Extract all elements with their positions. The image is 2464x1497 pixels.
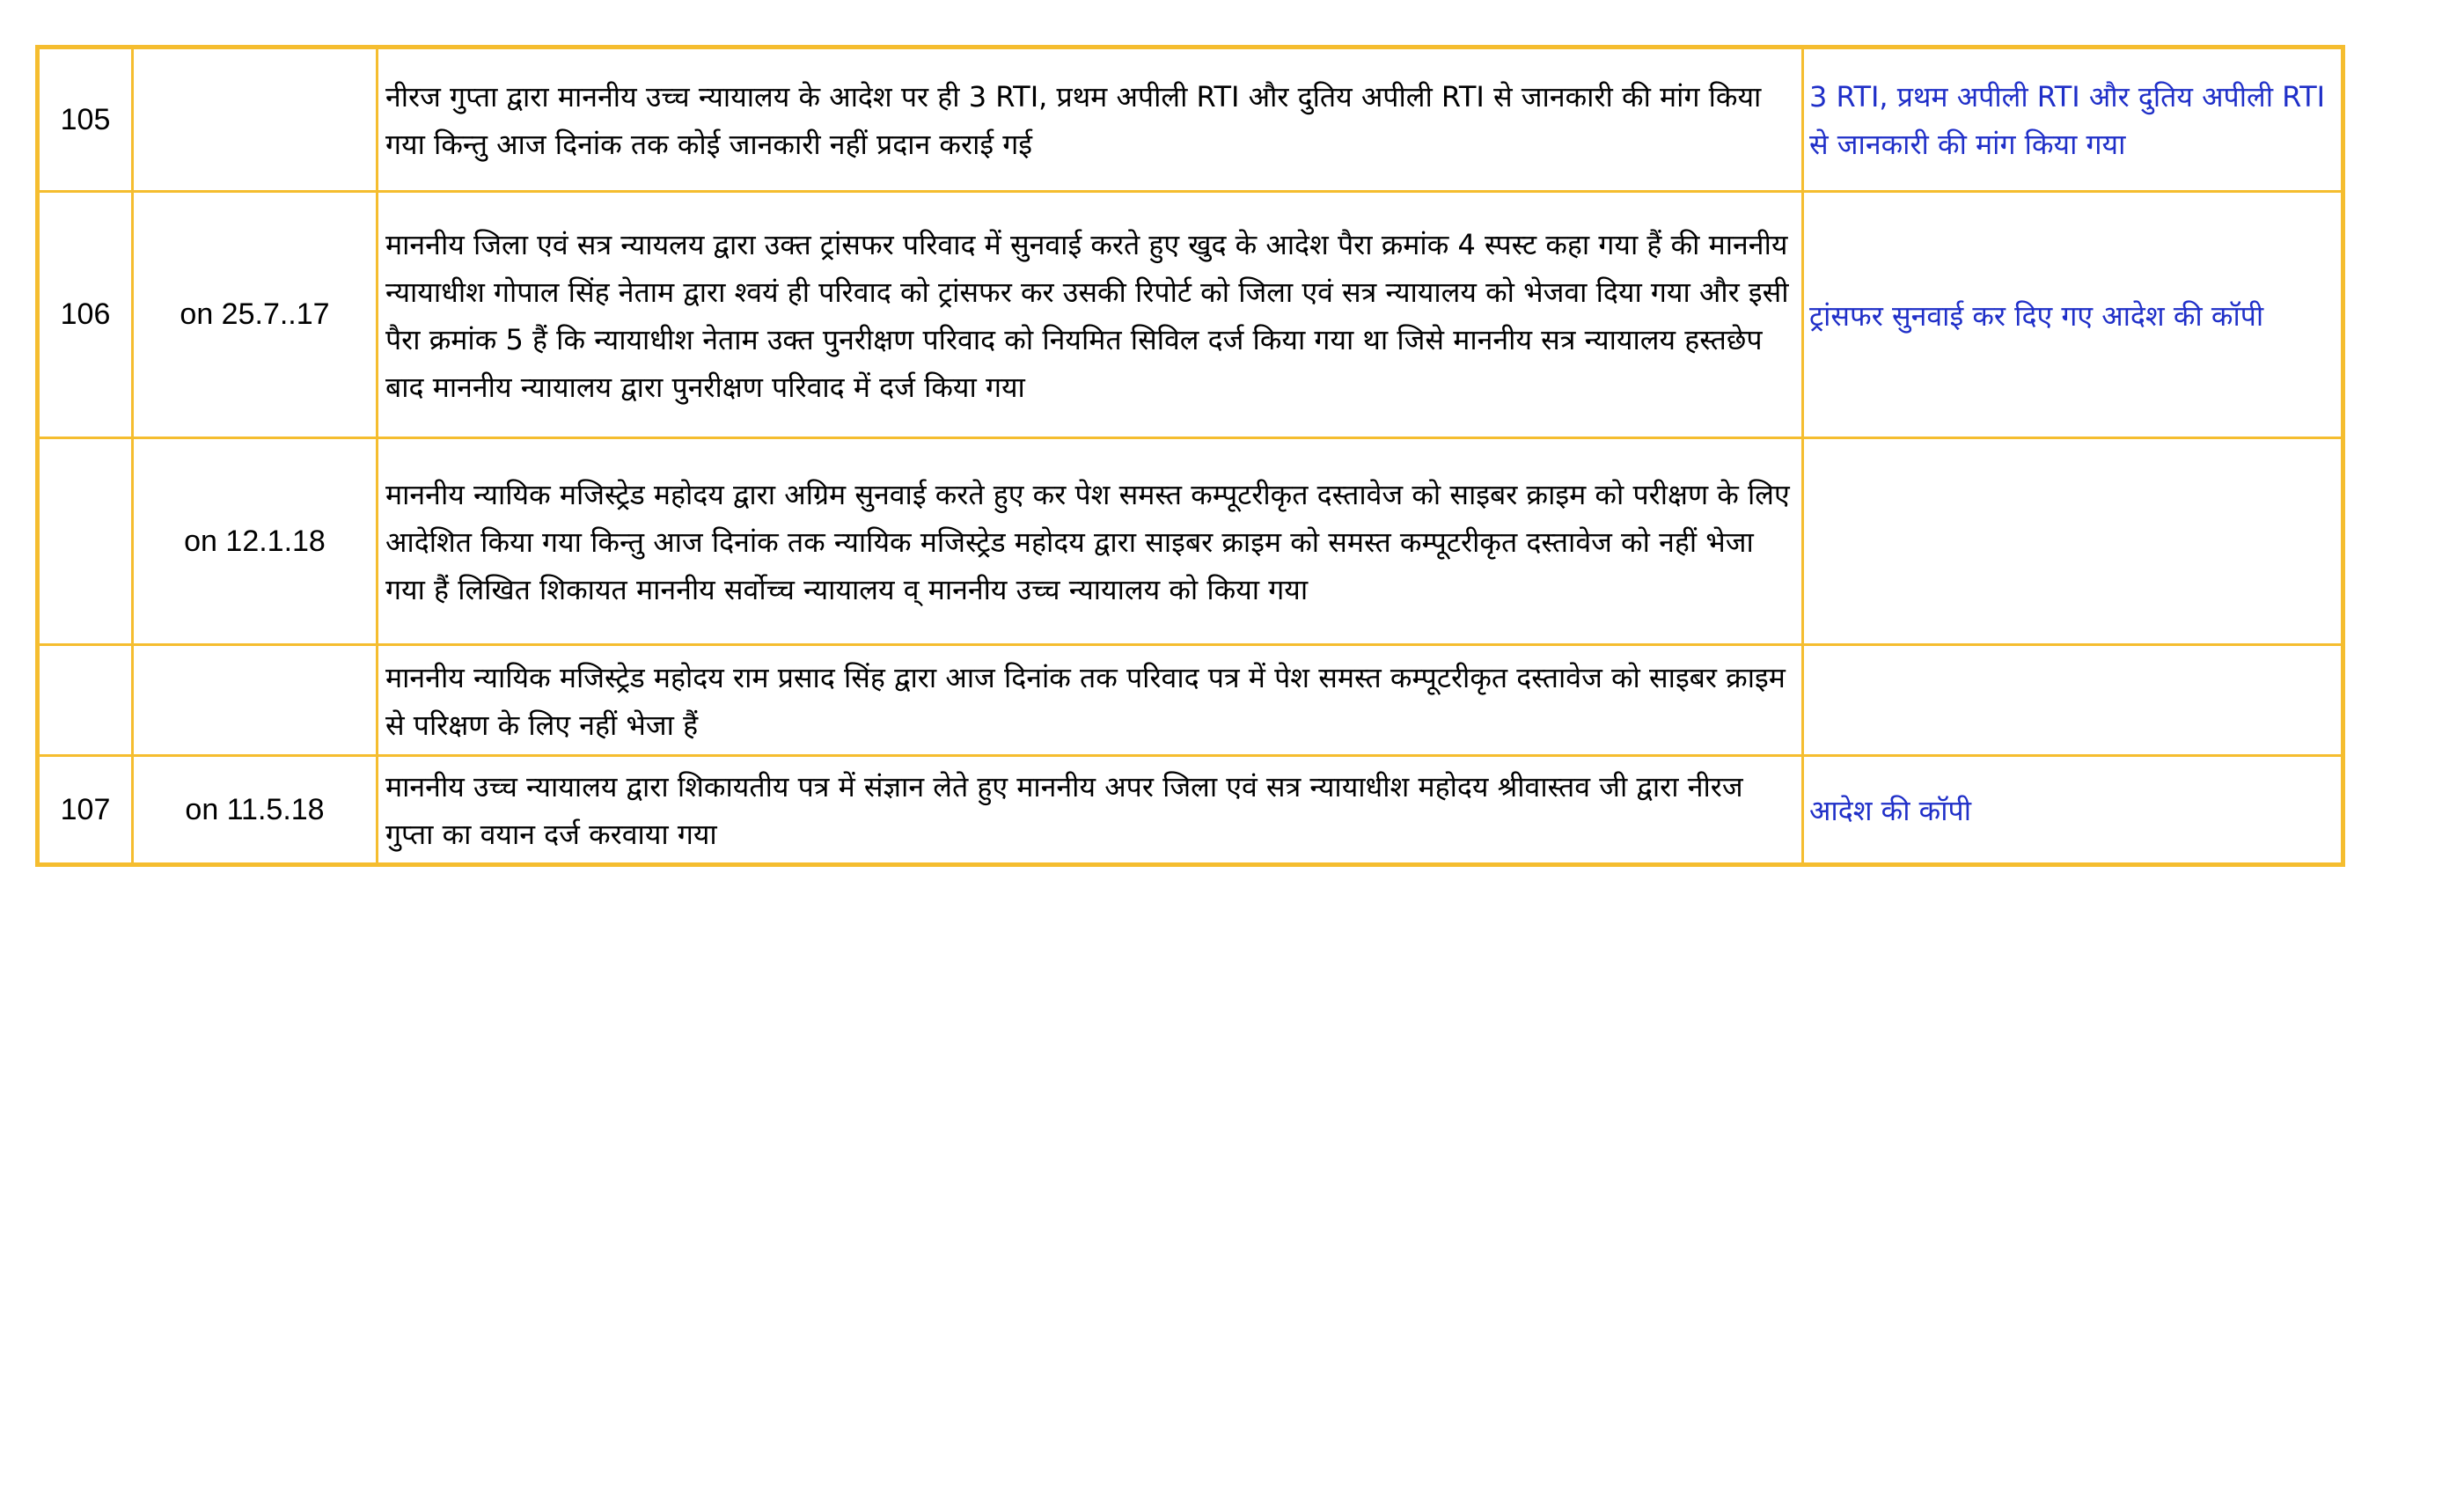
records-table — [35, 45, 2345, 867]
row-number: 107 — [38, 756, 133, 865]
row-note: ट्रांसफर सुनवाई कर दिए गए आदेश की कॉपी — [1803, 192, 2343, 438]
row-note: आदेश की कॉपी — [1803, 756, 2343, 865]
row-note: 3 RTI, प्रथम अपीली RTI और दुतिय अपीली RTI से जानकारी की मांग किया गया — [1803, 48, 2343, 192]
row-date: on 12.1.18 — [133, 438, 378, 645]
row-number: 106 — [38, 192, 133, 438]
table-row — [38, 645, 2343, 756]
row-number — [38, 438, 133, 645]
row-date: on 25.7..17 — [133, 192, 378, 438]
row-description: माननीय न्यायिक मजिस्ट्रेड महोदय द्वारा अग्रिम सुनवाई करते हुए कर पेश समस्त कम्पूटरीकृत दस्तावेज को साइबर क्राइम को परीक्षण के लिए आदेशित किया गया किन्तु आज दिनांक तक न्यायिक मजिस्ट्रेड महोदय द्वारा साइबर क्राइम को समस्त कम्पूटरीकृत दस्तावेज को नहीं भेजा गया हैं लिखित शिकायत माननीय सर्वोच्च न्यायालय व् माननीय उच्च न्यायालय को किया गया — [378, 438, 1803, 645]
row-description: माननीय जिला एवं सत्र न्यायलय द्वारा उक्त ट्रांसफर परिवाद में सुनवाई करते हुए खुद के आदेश पैरा क्रमांक 4 स्पस्ट कहा गया हैं की माननीय न्यायाधीश गोपाल सिंह नेताम द्वारा श्वयं ही परिवाद को ट्रांसफर कर उसकी रिपोर्ट को जिला एवं सत्र न्यायालय को भेजवा दिया गया और इसी पैरा क्रमांक 5 हैं कि न्यायाधीश नेताम उक्त पुनरीक्षण परिवाद को नियमित सिविल दर्ज किया गया था जिसे माननीय सत्र न्यायालय हस्तछेप बाद माननीय न्यायालय द्वारा पुनरीक्षण परिवाद में दर्ज किया गया — [378, 192, 1803, 438]
row-note — [1803, 645, 2343, 756]
table-row — [38, 192, 2343, 438]
row-number — [38, 645, 133, 756]
table-row — [38, 438, 2343, 645]
row-description: माननीय न्यायिक मजिस्ट्रेड महोदय राम प्रसाद सिंह द्वारा आज दिनांक तक परिवाद पत्र में पेश समस्त कम्पूटरीकृत दस्तावेज को साइबर क्राइम से परिक्षण के लिए नहीं भेजा हैं — [378, 645, 1803, 756]
row-description: नीरज गुप्ता द्वारा माननीय उच्च न्यायालय के आदेश पर ही 3 RTI, प्रथम अपीली RTI और दुतिय अपीली RTI से जानकारी की मांग किया गया किन्तु आज दिनांक तक कोई जानकारी नहीं प्रदान कराई गई — [378, 48, 1803, 192]
table-row — [38, 48, 2343, 192]
row-date — [133, 48, 378, 192]
row-note — [1803, 438, 2343, 645]
row-number: 105 — [38, 48, 133, 192]
row-date: on 11.5.18 — [133, 756, 378, 865]
table-row — [38, 756, 2343, 865]
row-description: माननीय उच्च न्यायालय द्वारा शिकायतीय पत्र में संज्ञान लेते हुए माननीय अपर जिला एवं सत्र न्यायाधीश महोदय श्रीवास्तव जी द्वारा नीरज गुप्ता का वयान दर्ज करवाया गया — [378, 756, 1803, 865]
row-date — [133, 645, 378, 756]
